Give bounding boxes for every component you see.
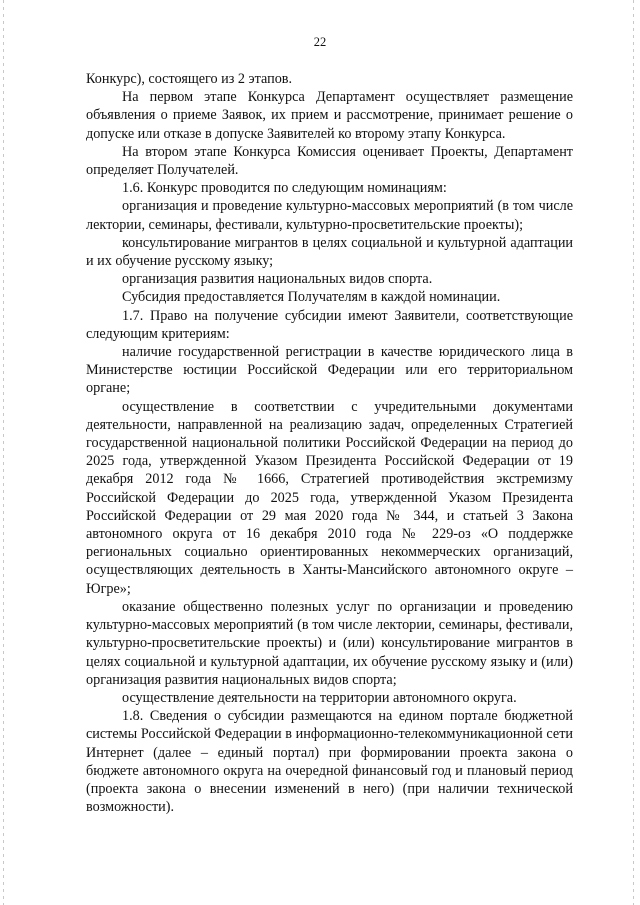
paragraph: осуществление в соответствии с учредительными документами деятельности, направленной на реализацию задач, определенных Стратегией государственной национальной политики Российской Федерации на период до 2025 года, утвержденной Указом Президента Российской Федерации от 19 декабря 2012 года № 1666, Стратегией противодействия экстремизму Российской Федерации до 2025 года, утвержденной Указом Президента Российской Федерации от 29 мая 2020 года № 344, и статьей 3 Закона автономного округа от 16 декабря 2010 года № 229-оз «О поддержке региональных социально ориентированных некоммерческих организаций, осуществляющих деятельность в Ханты-Мансийского автономного округе – Югре»; — [86, 398, 573, 597]
paragraph: На втором этапе Конкурса Комиссия оценивает Проекты, Департамент определяет Получателей. — [86, 143, 573, 179]
paragraph: Субсидия предоставляется Получателям в каждой номинации. — [122, 289, 501, 306]
paragraph: консультирование мигрантов в целях социальной и культурной адаптации и их обучение русскому языку; — [86, 234, 573, 270]
paragraph: осуществление деятельности на территории автономного округа. — [122, 689, 517, 706]
paragraph: организация и проведение культурно-массовых мероприятий (в том числе лектории, семинары, фестивали, культурно-просветительские проекты); — [86, 198, 573, 233]
scan-edge-right — [633, 0, 634, 905]
page-number: 22 — [313, 35, 327, 49]
paragraph: 1.8. Сведения о субсидии размещаются на едином портале бюджетной системы Российской Федерации в информационно-телекоммуникационной сети Интернет (далее – единый портал) при формировании проекта закона о бюджете автономного округа на очередной финансовый год и плановый период (проекта закона о внесении изменений в него) (при наличии технической возможности). — [86, 708, 573, 816]
scan-edge-left — [3, 0, 4, 905]
paragraph: На первом этапе Конкурса Департамент осуществляет размещение объявления о приеме Заявок, их прием и рассмотрение, принимает решение о допуске или отказе в допуске Заявителей ко второму этапу Конкурса. — [86, 89, 573, 142]
paragraph: оказание общественно полезных услуг по организации и проведению культурно-массовых мероприятий (в том числе лектории, семинары, фестивали, культурно-просветительские проекты) и (или) консультирование мигрантов в целях социальной и культурной адаптации, их обучение русскому языку и (или) организация развития национальных видов спорта; — [86, 598, 573, 688]
document-body — [86, 70, 573, 816]
paragraph: 1.7. Право на получение субсидии имеют Заявители, соответствующие следующим критериям: — [86, 307, 573, 342]
paragraph: Конкурс), состоящего из 2 этапов. — [86, 71, 293, 87]
paragraph: организация развития национальных видов спорта. — [122, 271, 433, 288]
paragraph: 1.6. Конкурс проводится по следующим номинациям: — [122, 180, 447, 197]
paragraph: наличие государственной регистрации в качестве юридического лица в Министерстве юстиции Российской Федерации или его территориальном органе; — [86, 344, 573, 397]
